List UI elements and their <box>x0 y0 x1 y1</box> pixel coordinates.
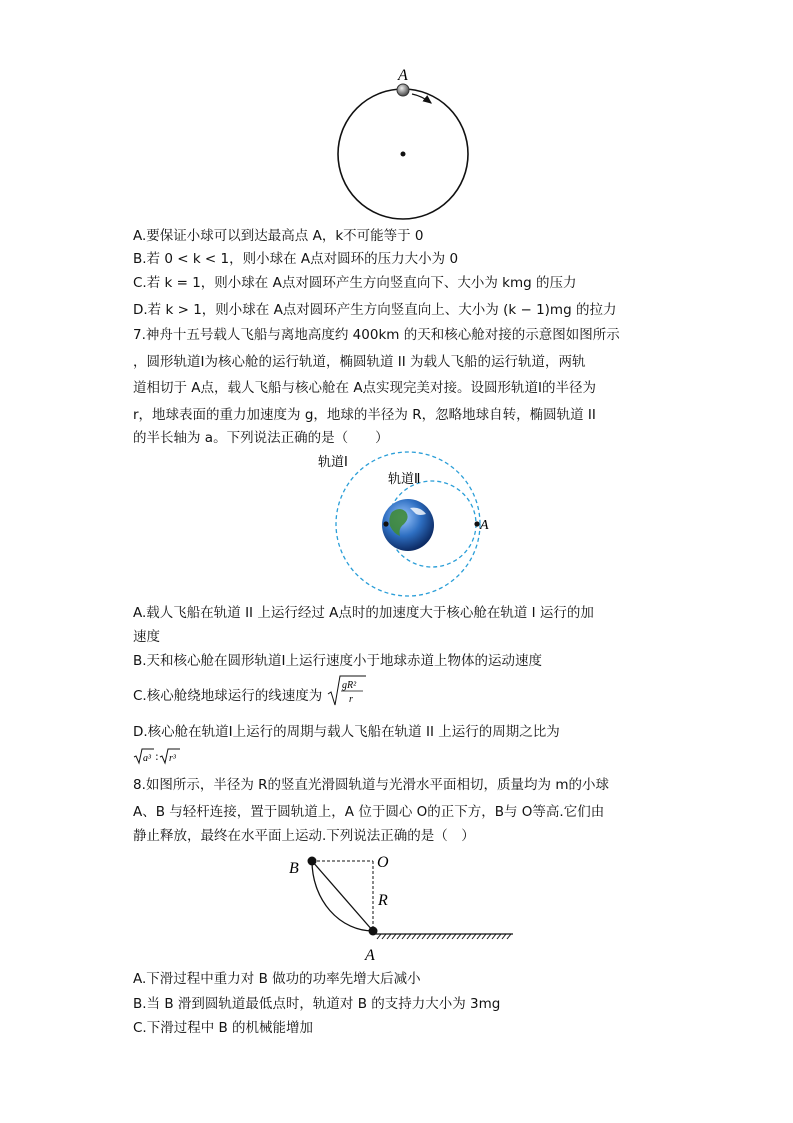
q7-option-a-line-2: 速度 <box>133 629 160 645</box>
q7-option-d-line-1: D.核心舱在轨道Ⅰ上运行的周期与载人飞船在轨道 II 上运行的周期之比为 <box>133 724 560 740</box>
point-a-label: A <box>398 67 408 84</box>
q7-option-c-prefix: C.核心舱绕地球运行的线速度为 <box>133 688 323 704</box>
q8-stem-line-3: 静止释放，最终在水平面上运动.下列说法正确的是（ ） <box>133 828 475 844</box>
q7-stem-line-3: 道相切于 A点，载人飞船与核心舱在 A点实现完美对接。设圆形轨道Ⅰ的半径为 <box>133 380 597 396</box>
q7-d-ratio-sep: : <box>155 750 159 763</box>
q6-option-d: D.若 k > 1，则小球在 A点对圆环产生方向竖直向上、大小为 (k − 1)mg 的拉力 <box>133 302 617 318</box>
q6-option-a: A.要保证小球可以到达最高点 A，k不可能等于 0 <box>133 228 424 244</box>
label-a: A <box>365 947 375 964</box>
q7-option-a-line-1: A.载人飞船在轨道 II 上运行经过 A点时的加速度大于核心舱在轨道 I 运行的加 <box>133 605 594 621</box>
ball-a <box>397 84 409 96</box>
q7-c-denominator: r <box>348 694 353 705</box>
q6-option-b: B.若 0 < k < 1，则小球在 A点对圆环的压力大小为 0 <box>133 251 459 267</box>
track-figure <box>285 850 520 965</box>
point-a-dot <box>474 521 479 526</box>
orbit-2-label: 轨道Ⅱ <box>388 472 421 487</box>
rod <box>312 861 373 931</box>
ball-a-track <box>369 927 378 936</box>
label-r: R <box>378 892 388 909</box>
direction-arrow-icon <box>412 94 431 103</box>
q8-option-a: A.下滑过程中重力对 B 做功的功率先增大后减小 <box>133 971 421 987</box>
q7-stem-line-1: 7.神舟十五号载人飞船与离地高度约 400km 的天和核心舱对接的示意图如图所示 <box>133 327 620 343</box>
q7-d-a3: a³ <box>143 753 151 764</box>
ground-hatch <box>377 934 511 939</box>
orbit-1-label: 轨道Ⅰ <box>318 455 348 470</box>
ball-b <box>308 857 317 866</box>
q7-option-b: B.天和核心舱在圆形轨道Ⅰ上运行速度小于地球赤道上物体的运动速度 <box>133 653 543 669</box>
q6-option-c: C.若 k = 1，则小球在 A点对圆环产生方向竖直向下、大小为 kmg 的压力 <box>133 275 577 291</box>
ring-center <box>401 152 406 157</box>
sqrt-icon <box>327 674 367 708</box>
q8-option-b: B.当 B 滑到圆轨道最低点时，轨道对 B 的支持力大小为 3mg <box>133 996 501 1012</box>
q8-stem-line-1: 8.如图所示，半径为 R的竖直光滑圆轨道与光滑水平面相切，质量均为 m的小球 <box>133 777 609 793</box>
orbit-figure <box>310 450 510 598</box>
q7-stem-line-4: r，地球表面的重力加速度为 g，地球的半径为 R，忽略地球自转，椭圆轨道 II <box>133 407 596 423</box>
q7-option-c <box>133 680 367 708</box>
q7-d-r3: r³ <box>168 753 176 764</box>
sqrt-r3-icon <box>159 747 181 765</box>
label-o: O <box>377 854 389 871</box>
q7-option-d-line-2 <box>133 746 181 767</box>
q7-stem-line-2: ，圆形轨道Ⅰ为核心舱的运行轨道，椭圆轨道 II 为载人飞船的运行轨道，两轨 <box>133 354 586 370</box>
label-b: B <box>289 860 299 877</box>
q7-stem-line-5: 的半长轴为 a。下列说法正确的是（ ） <box>133 430 389 446</box>
orbit-point-a-label: A <box>480 518 489 533</box>
sqrt-a3-icon <box>133 747 155 765</box>
perigee-dot <box>383 521 388 526</box>
q8-option-c: C.下滑过程中 B 的机械能增加 <box>133 1020 314 1036</box>
q8-stem-line-2: A、B 与轻杆连接，置于圆轨道上，A 位于圆心 O的正下方，B与 O等高.它们由 <box>133 804 605 820</box>
ring-figure <box>330 62 480 222</box>
q7-c-numerator: gR² <box>341 680 356 691</box>
